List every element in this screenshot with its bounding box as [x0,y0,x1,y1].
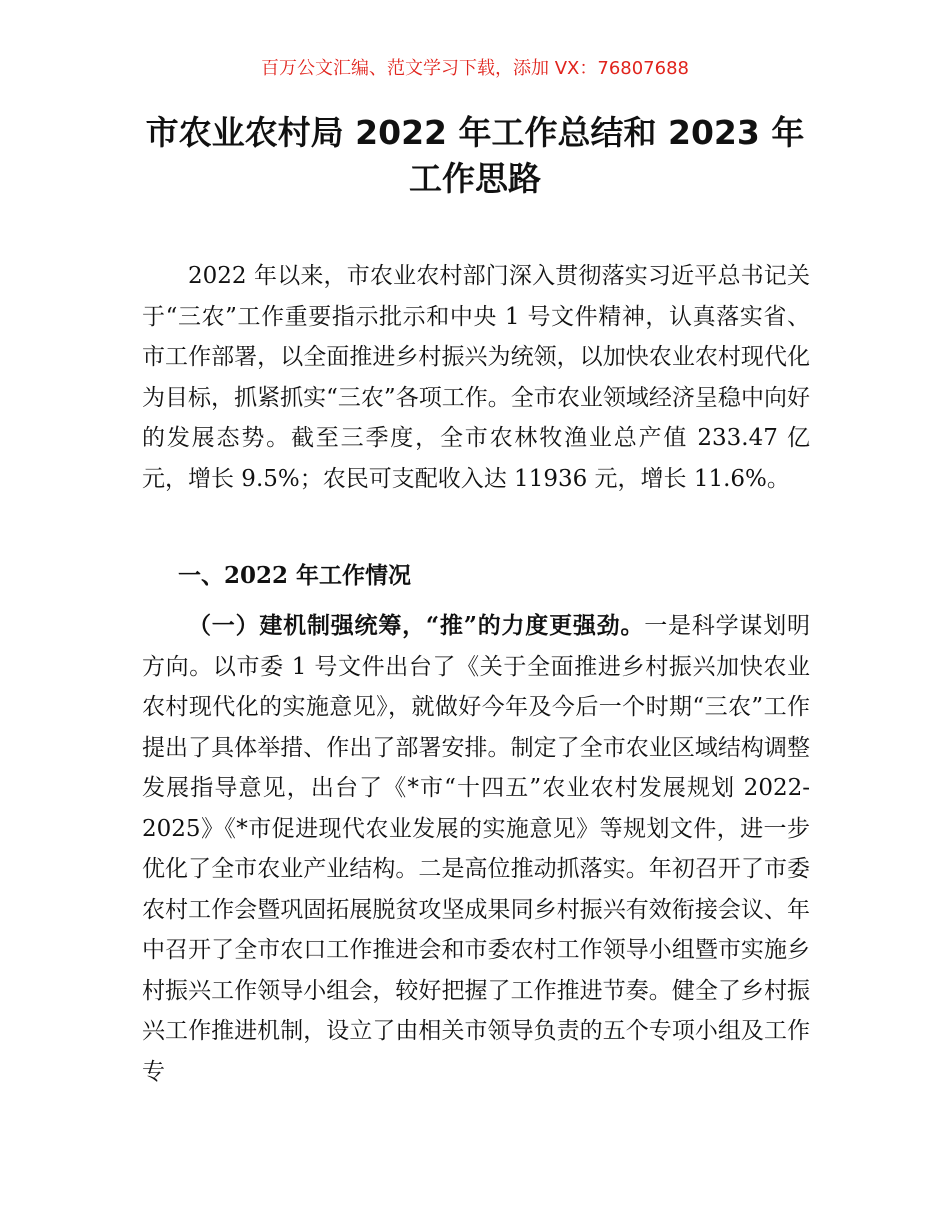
document-title [110,110,840,202]
intro-paragraph: 2022 年以来，市农业农村部门深入贯彻落实习近平总书记关于“三农”工作重要指示批示和中央 1 号文件精神，认真落实省、市工作部署，以全面推进乡村振兴为统领，以加快农业农村现代化为目标，抓紧抓实“三农”各项工作。全市农业领域经济呈稳中向好的发展态势。截至三季度，全市农林牧渔业总产值 233.47 亿元，增长 9.5%；农民可支配收入达 11936 元，增长 11.6%。 [142,263,810,492]
header-watermark-note: 百万公文汇编、范文学习下载，添加 VX：76807688 [261,58,689,79]
subsection-body: 一是科学谋划明方向。以市委 1 号文件出台了《关于全面推进乡村振兴加快农业农村现代化的实施意见》，就做好今年及今后一个时期“三农”工作提出了具体举措、作出了部署安排。制定了全市农业区域结构调整发展指导意见，出台了《*市“十四五”农业农村发展规划 2022-2025》《*市促进现代农业发展的实施意见》等规划文件，进一步优化了全市农业产业结构。二是高位推动抓落实。年初召开了市委农村工作会暨巩固拓展脱贫攻坚成果同乡村振兴有效衔接会议、年中召开了全市农口工作推进会和市委农村工作领导小组暨市实施乡村振兴工作领导小组会，较好把握了工作推进节奏。健全了乡村振兴工作推进机制，设立了由相关市领导负责的五个专项小组及工作专 [142,613,811,1085]
subsection-paragraph-1 [142,606,810,1092]
subsection-lead: （一）建机制强统筹，“推”的力度更强劲。 [188,612,645,639]
title-line-1: 市农业农村局 2022 年工作总结和 2023 年 [145,113,805,152]
title-line-2: 工作思路 [409,159,541,198]
section-heading-1: 一、2022 年工作情况 [178,562,412,589]
